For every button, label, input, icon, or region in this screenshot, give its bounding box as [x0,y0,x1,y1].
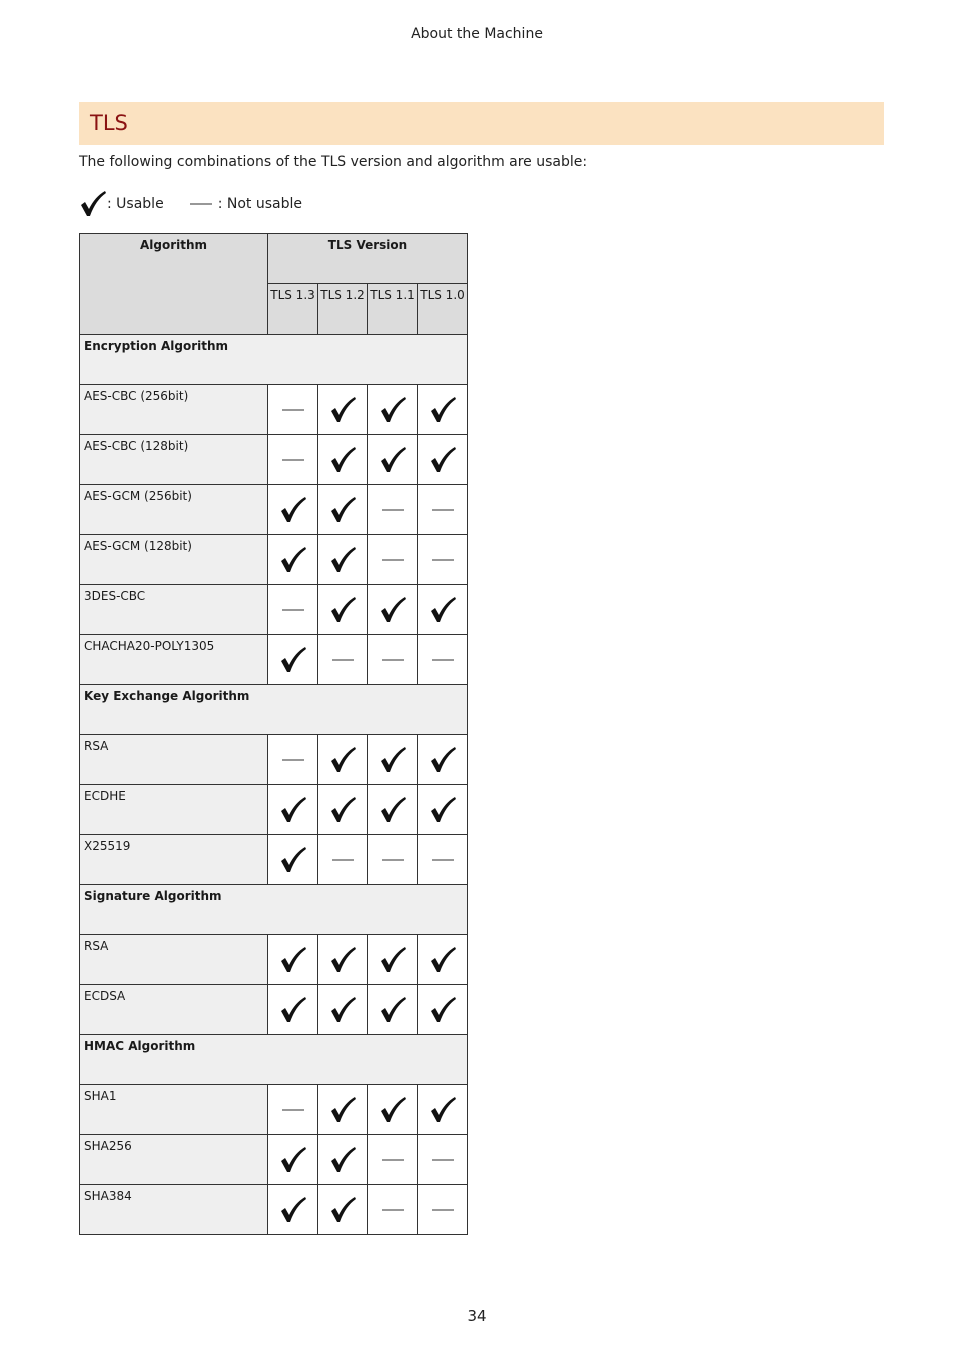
table-row [80,585,468,635]
not-usable-cell [418,535,468,585]
dash-icon [432,555,454,565]
checkmark-icon [79,190,107,218]
table-row [80,1085,468,1135]
usable-cell [368,1085,418,1135]
tls-version-header: TLS Version [268,234,468,284]
dash-icon [382,655,404,665]
dash-icon [432,1205,454,1215]
checkmark-icon [429,946,457,974]
usable-cell [418,435,468,485]
algorithm-name: ECDHE [80,785,268,835]
checkmark-icon [279,646,307,674]
usable-cell [368,585,418,635]
algorithm-name: ECDSA [80,985,268,1035]
algorithm-name: SHA256 [80,1135,268,1185]
table-row [80,835,468,885]
usable-cell [318,735,368,785]
algorithm-name: X25519 [80,835,268,885]
algorithm-name: SHA1 [80,1085,268,1135]
usable-cell [318,1085,368,1135]
legend [79,190,302,218]
version-header-tls12: TLS 1.2 [318,284,368,335]
dash-icon [432,655,454,665]
not-usable-cell [318,835,368,885]
dash-icon [382,855,404,865]
checkmark-icon [379,396,407,424]
usable-cell [318,785,368,835]
usable-cell [418,735,468,785]
checkmark-icon [379,596,407,624]
dash-icon [282,755,304,765]
usable-cell [418,985,468,1035]
category-label: Signature Algorithm [80,885,468,935]
checkmark-icon [429,796,457,824]
not-usable-cell [418,1185,468,1235]
dash-icon [282,605,304,615]
table-row [80,1185,468,1235]
not-usable-cell [418,635,468,685]
checkmark-icon [329,1096,357,1124]
not-usable-cell [368,535,418,585]
usable-cell [418,585,468,635]
section-title: TLS [90,111,128,135]
checkmark-icon [429,446,457,474]
usable-cell [268,985,318,1035]
algorithm-name: RSA [80,735,268,785]
usable-cell [318,535,368,585]
usable-cell [268,935,318,985]
checkmark-icon [329,1146,357,1174]
algorithm-name: AES-CBC (128bit) [80,435,268,485]
category-row [80,885,468,935]
usable-cell [318,985,368,1035]
checkmark-icon [279,946,307,974]
algorithm-name: 3DES-CBC [80,585,268,635]
usable-cell [268,785,318,835]
not-usable-cell [268,385,318,435]
not-usable-cell [318,635,368,685]
usable-cell [268,835,318,885]
dash-icon [282,405,304,415]
checkmark-icon [329,796,357,824]
algorithm-name: CHACHA20-POLY1305 [80,635,268,685]
table-row [80,635,468,685]
algorithm-column-header: Algorithm [80,234,268,335]
checkmark-icon [379,446,407,474]
checkmark-icon [279,1146,307,1174]
checkmark-icon [329,446,357,474]
usable-cell [268,635,318,685]
usable-cell [318,585,368,635]
category-label: Key Exchange Algorithm [80,685,468,735]
category-row [80,685,468,735]
dash-icon [382,505,404,515]
category-row [80,1035,468,1085]
not-usable-cell [268,1085,318,1135]
checkmark-icon [329,746,357,774]
table-row [80,1135,468,1185]
checkmark-icon [329,946,357,974]
checkmark-icon [329,546,357,574]
dash-icon [282,455,304,465]
usable-cell [318,435,368,485]
table-row [80,985,468,1035]
not-usable-cell [368,485,418,535]
usable-cell [368,985,418,1035]
usable-cell [268,485,318,535]
algorithm-name: RSA [80,935,268,985]
not-usable-cell [268,585,318,635]
dash-icon [382,1205,404,1215]
usable-cell [368,785,418,835]
checkmark-icon [329,1196,357,1224]
checkmark-icon [429,1096,457,1124]
not-usable-cell [368,835,418,885]
usable-cell [268,1185,318,1235]
checkmark-icon [279,1196,307,1224]
checkmark-icon [279,496,307,524]
checkmark-icon [429,396,457,424]
usable-cell [368,735,418,785]
table-row [80,485,468,535]
usable-cell [418,785,468,835]
checkmark-icon [379,1096,407,1124]
version-header-tls13: TLS 1.3 [268,284,318,335]
dash-icon [190,199,212,209]
dash-icon [382,555,404,565]
running-header: About the Machine [411,26,543,42]
usable-cell [318,935,368,985]
dash-icon [282,1105,304,1115]
checkmark-icon [429,596,457,624]
section-title-bar [79,102,884,145]
checkmark-icon [329,596,357,624]
checkmark-icon [429,996,457,1024]
intro-text: The following combinations of the TLS version and algorithm are usable: [79,154,588,170]
usable-cell [318,1185,368,1235]
usable-cell [268,535,318,585]
checkmark-icon [329,396,357,424]
checkmark-icon [429,746,457,774]
checkmark-icon [379,796,407,824]
table-row [80,535,468,585]
usable-cell [268,1135,318,1185]
table-row [80,435,468,485]
checkmark-icon [379,996,407,1024]
dash-icon [332,855,354,865]
not-usable-cell [418,485,468,535]
dash-icon [432,1155,454,1165]
dash-icon [382,1155,404,1165]
usable-cell [368,385,418,435]
usable-cell [418,385,468,435]
not-usable-cell [368,1185,418,1235]
table-row [80,735,468,785]
version-header-tls10: TLS 1.0 [418,284,468,335]
usable-cell [318,485,368,535]
version-header-tls11: TLS 1.1 [368,284,418,335]
not-usable-cell [368,635,418,685]
not-usable-cell [418,1135,468,1185]
checkmark-icon [379,946,407,974]
usable-cell [418,935,468,985]
table-row [80,385,468,435]
usable-cell [418,1085,468,1135]
checkmark-icon [279,996,307,1024]
checkmark-icon [379,746,407,774]
legend-usable-label: : Usable [107,196,164,212]
dash-icon [432,505,454,515]
checkmark-icon [279,546,307,574]
table-row [80,935,468,985]
checkmark-icon [279,796,307,824]
algorithm-name: AES-CBC (256bit) [80,385,268,435]
legend-not-usable-label: : Not usable [217,196,302,212]
usable-cell [368,435,418,485]
usable-cell [318,385,368,435]
algorithm-name: AES-GCM (256bit) [80,485,268,535]
algorithm-name: SHA384 [80,1185,268,1235]
checkmark-icon [329,996,357,1024]
checkmark-icon [279,846,307,874]
checkmark-icon [329,496,357,524]
usable-cell [318,1135,368,1185]
page-number: 34 [467,1307,487,1325]
usable-cell [368,935,418,985]
table-row [80,785,468,835]
not-usable-cell [418,835,468,885]
dash-icon [332,655,354,665]
dash-icon [432,855,454,865]
algorithm-name: AES-GCM (128bit) [80,535,268,585]
tls-compatibility-table [79,233,468,1235]
category-label: HMAC Algorithm [80,1035,468,1085]
category-row [80,335,468,385]
not-usable-cell [268,435,318,485]
not-usable-cell [268,735,318,785]
category-label: Encryption Algorithm [80,335,468,385]
not-usable-cell [368,1135,418,1185]
